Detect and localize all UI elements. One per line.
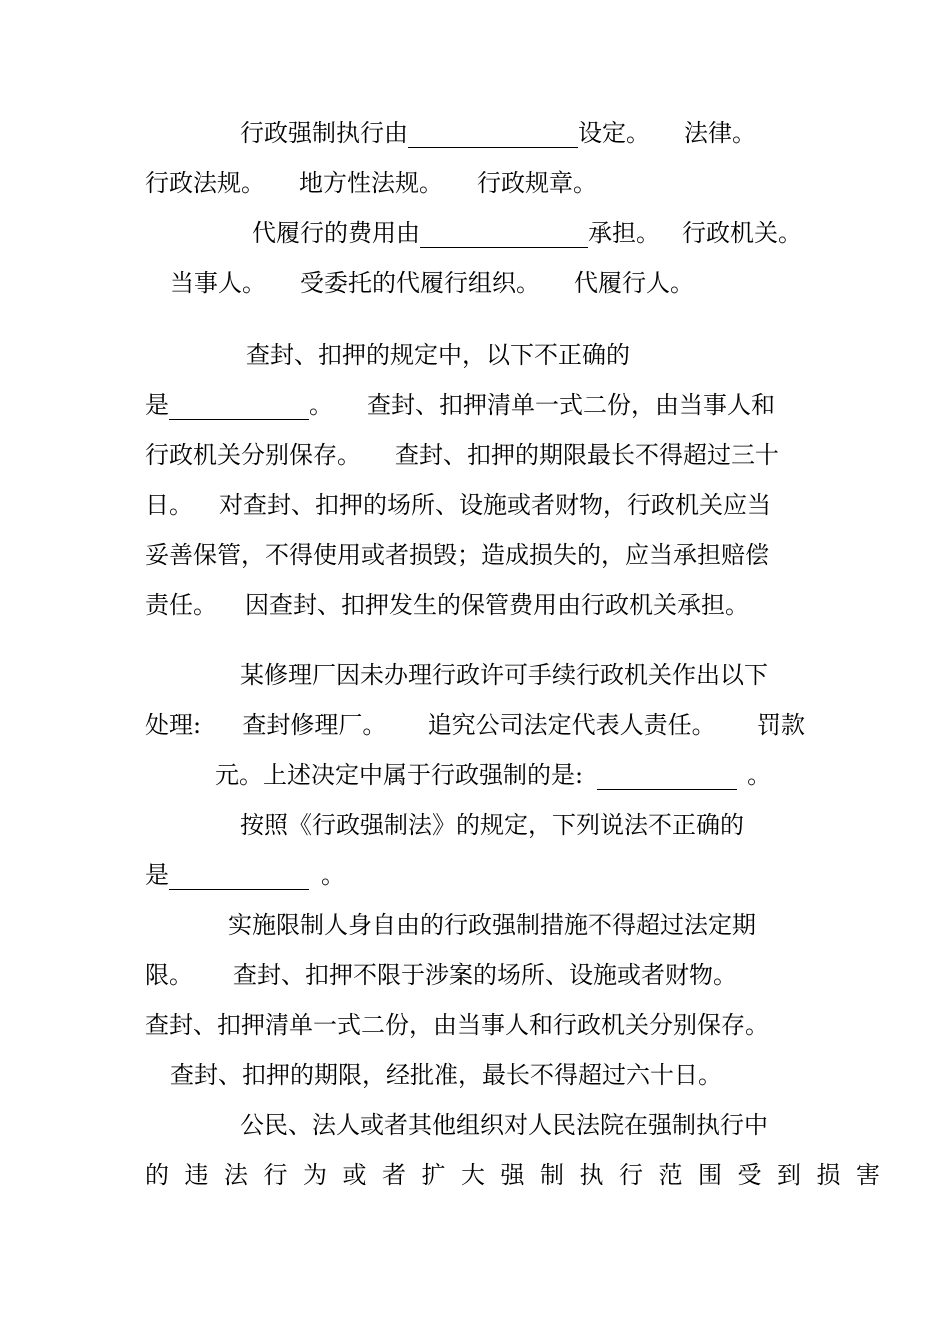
q4-line-2	[145, 710, 805, 740]
q5-option-c: 查封、扣押清单一式二份，由当事人和行政机关分别保存。	[145, 1011, 769, 1039]
q5-period: 。	[321, 861, 345, 889]
q4-period: 。	[747, 761, 772, 789]
q3-option-c-3: 责任。	[145, 591, 217, 619]
q2-stem: 代履行的费用由	[252, 219, 420, 247]
q4-stem-end: 元。上述决定中属于行政强制的是:	[215, 761, 584, 789]
q4-line-3	[215, 760, 771, 790]
q2-option-c: 受委托的代履行组织。	[300, 269, 540, 297]
q5-option-d: 查封、扣押的期限，经批准，最长不得超过六十日。	[170, 1061, 722, 1089]
q4-option-b: 追究公司法定代表人责任。	[427, 711, 716, 739]
q1-answer-blank[interactable]	[408, 121, 578, 148]
q6-stem: 公民、法人或者其他组织对人民法院在强制执行中	[240, 1111, 768, 1139]
q3-option-c-2: 妥善保管，不得使用或者损毁；造成损失的，应当承担赔偿	[145, 541, 769, 569]
q3-option-a-2: 行政机关分别保存。	[145, 441, 361, 469]
q5-option-b: 查封、扣押不限于涉案的场所、设施或者财物。	[233, 961, 737, 989]
q5-line-4	[145, 960, 737, 990]
q5-line-2	[145, 860, 345, 890]
q2-line-1	[252, 218, 802, 248]
q3-line-1	[246, 340, 630, 370]
q4-line-1	[240, 660, 768, 690]
q5-line-6	[170, 1060, 722, 1090]
q3-option-b-1: 查封、扣押的期限最长不得超过三十	[395, 441, 779, 469]
q6-line-2	[145, 1160, 896, 1190]
q5-option-a-1: 实施限制人身自由的行政强制措施不得超过法定期	[228, 911, 756, 939]
q6-stem-cont: 的违法行为或者扩大强制执行范围受到损害	[145, 1161, 896, 1189]
q3-stem: 查封、扣押的规定中，以下不正确的	[246, 341, 630, 369]
q4-answer-blank[interactable]	[597, 763, 737, 790]
q5-line-1	[240, 810, 744, 840]
q3-stem-cont: 是	[145, 391, 169, 419]
q3-line-2	[145, 390, 775, 420]
q4-stem: 某修理厂因未办理行政许可手续行政机关作出以下	[240, 661, 768, 689]
q3-option-d: 因查封、扣押发生的保管费用由行政机关承担。	[245, 591, 749, 619]
q5-answer-blank[interactable]	[169, 863, 309, 890]
q6-line-1	[240, 1110, 768, 1140]
q2-option-b: 当事人。	[170, 269, 266, 297]
q3-option-c-1: 对查封、扣押的场所、设施或者财物，行政机关应当	[219, 491, 771, 519]
q4-stem-cont: 处理:	[145, 711, 202, 739]
q2-stem-end: 承担。	[588, 219, 660, 247]
q1-line-1	[240, 118, 756, 148]
q3-line-6	[145, 590, 749, 620]
q3-line-4	[145, 490, 771, 520]
q5-line-3	[228, 910, 756, 940]
q3-stem-end: 。	[309, 391, 333, 419]
q2-option-d: 代履行人。	[574, 269, 694, 297]
q3-line-5	[145, 540, 769, 570]
q3-option-b-2: 日。	[145, 491, 193, 519]
q5-line-5	[145, 1010, 769, 1040]
q3-answer-blank[interactable]	[169, 393, 309, 420]
q1-option-c: 地方性法规。	[299, 169, 443, 197]
q1-line-2	[145, 168, 597, 198]
q3-line-3	[145, 440, 779, 470]
q5-stem: 按照《行政强制法》的规定，下列说法不正确的	[240, 811, 744, 839]
q2-line-2	[170, 268, 694, 298]
q1-option-b: 行政法规。	[145, 169, 265, 197]
q4-option-a: 查封修理厂。	[242, 711, 387, 739]
q2-option-a: 行政机关。	[682, 219, 802, 247]
q1-stem: 行政强制执行由	[240, 119, 408, 147]
q2-answer-blank[interactable]	[420, 221, 588, 248]
q1-option-d: 行政规章。	[477, 169, 597, 197]
q1-stem-end: 设定。	[578, 119, 650, 147]
q3-option-a-1: 查封、扣押清单一式二份，由当事人和	[367, 391, 775, 419]
q1-option-a: 法律。	[684, 119, 756, 147]
q5-stem-cont: 是	[145, 861, 169, 889]
q4-option-c-1: 罚款	[756, 711, 805, 739]
q5-option-a-2: 限。	[145, 961, 193, 989]
